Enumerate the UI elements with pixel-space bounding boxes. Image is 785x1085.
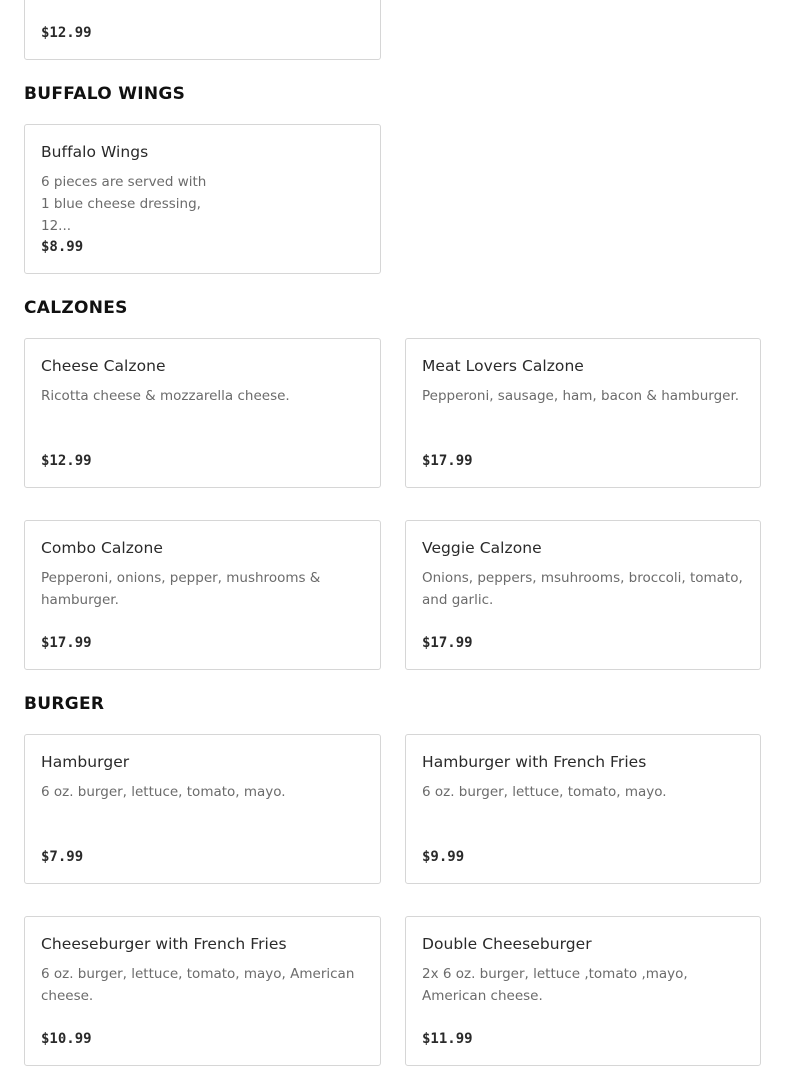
item-price: $9.99 — [422, 849, 465, 865]
item-name: Hamburger with French Fries — [422, 753, 647, 771]
item-price: $12.99 — [41, 453, 92, 469]
item-name: Cheeseburger with French Fries — [41, 935, 287, 953]
section-title-buffalo-wings: BUFFALO WINGS — [24, 84, 186, 104]
section-title-calzones: CALZONES — [24, 298, 128, 318]
item-name: Cheese Calzone — [41, 357, 166, 375]
item-name: Buffalo Wings — [41, 143, 149, 161]
item-description: 6 oz. burger, lettuce, tomato, mayo, American cheese. — [41, 966, 355, 1004]
item-name: Double Cheeseburger — [422, 935, 592, 953]
menu-item-buffalo-wings[interactable] — [24, 124, 381, 274]
menu-item-card[interactable] — [24, 0, 381, 60]
menu-item-hamburger[interactable] — [24, 734, 381, 884]
menu-item-cheeseburger-with-french-fries[interactable] — [24, 916, 381, 1066]
item-price: $17.99 — [422, 453, 473, 469]
item-description: Ricotta cheese & mozzarella cheese. — [41, 388, 290, 404]
item-description: 6 oz. burger, lettuce, tomato, mayo. — [422, 784, 667, 800]
item-price: $12.99 — [41, 25, 92, 41]
section-title-burger: BURGER — [24, 694, 105, 714]
item-description: Pepperoni, onions, pepper, mushrooms & hamburger. — [41, 570, 321, 608]
menu-item-cheese-calzone[interactable] — [24, 338, 381, 488]
item-description: Pepperoni, sausage, ham, bacon & hamburger. — [422, 388, 740, 404]
menu-item-combo-calzone[interactable] — [24, 520, 381, 670]
item-price: $8.99 — [41, 239, 84, 255]
item-description: Onions, peppers, msuhrooms, broccoli, tomato, and garlic. — [422, 570, 743, 608]
menu-item-hamburger-with-french-fries[interactable] — [405, 734, 761, 884]
item-price: $7.99 — [41, 849, 84, 865]
item-description: 2x 6 oz. burger, lettuce ,tomato ,mayo, American cheese. — [422, 966, 688, 1004]
item-description: 6 oz. burger, lettuce, tomato, mayo. — [41, 784, 286, 800]
item-price: $11.99 — [422, 1031, 473, 1047]
item-price: $17.99 — [422, 635, 473, 651]
item-name: Meat Lovers Calzone — [422, 357, 584, 375]
menu-item-veggie-calzone[interactable] — [405, 520, 761, 670]
menu-item-meat-lovers-calzone[interactable] — [405, 338, 761, 488]
item-name: Veggie Calzone — [422, 539, 542, 557]
item-name: Combo Calzone — [41, 539, 163, 557]
menu-item-double-cheeseburger[interactable] — [405, 916, 761, 1066]
item-price: $10.99 — [41, 1031, 92, 1047]
item-name: Hamburger — [41, 753, 130, 771]
item-price: $17.99 — [41, 635, 92, 651]
item-description: 6 pieces are served with 1 blue cheese dressing, 12... — [41, 174, 207, 234]
